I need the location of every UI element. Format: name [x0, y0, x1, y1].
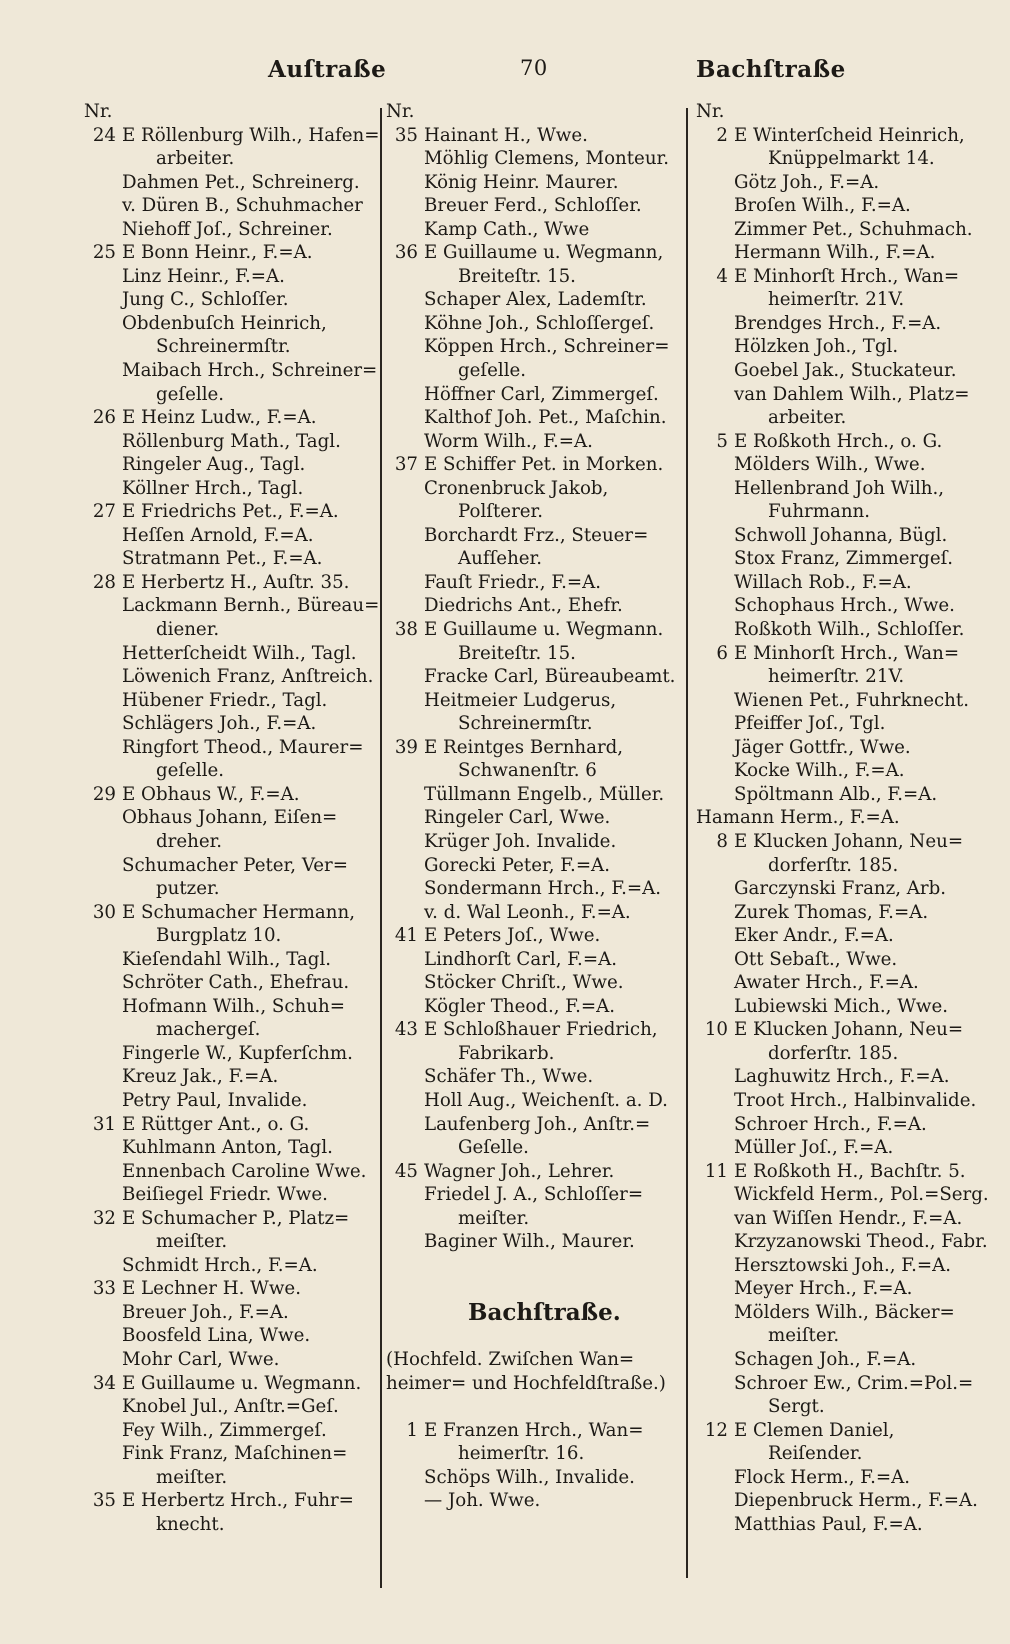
entry-continuation: arbeiter.: [768, 407, 847, 429]
entry-text: E Lechner H. Wwe.: [122, 1278, 301, 1300]
entry-line: Hellenbrand Joh Wilh.,: [734, 477, 945, 499]
house-number: 1: [406, 1419, 418, 1441]
house-number: 39: [394, 736, 418, 758]
entry-continuation: knecht.: [156, 1513, 225, 1535]
entry-line: Boosfeld Lina, Wwe.: [122, 1325, 311, 1347]
entry-line: Wickfeld Herm., Pol.=Serg.: [734, 1184, 989, 1206]
entry-line: Hofmann Wilh., Schuh=: [122, 995, 345, 1017]
entry-line: Mölders Wilh., Bäcker=: [734, 1301, 955, 1323]
entry-line: Fey Wilh., Zimmergeſ.: [122, 1419, 327, 1441]
house-number: 25: [92, 242, 116, 264]
entry-continuation: dorferſtr. 185.: [768, 854, 899, 876]
entry-line: Ennenbach Caroline Wwe.: [122, 1160, 367, 1182]
house-number: 35: [394, 124, 418, 146]
house-number: 35: [92, 1490, 116, 1512]
spacer: [386, 1324, 676, 1348]
entry-text: E Rüttger Ant., o. G.: [122, 1113, 310, 1135]
house-number: 12: [704, 1419, 728, 1441]
entry-line: Nr.: [386, 101, 415, 122]
entry-line: Schumacher Peter, Ver=: [122, 854, 348, 876]
entry-line: Hölzken Joh., Tgl.: [734, 336, 899, 358]
entry-text: E Röllenburg Wilh., Hafen=: [122, 124, 380, 146]
entry-continuation: Fuhrmann.: [768, 501, 871, 523]
entry-line: heimer= und Hochfeldſtraße.): [386, 1372, 666, 1394]
entry-line: Schäfer Th., Wwe.: [424, 1066, 594, 1088]
entry-text: E Clemen Daniel,: [734, 1419, 895, 1441]
entry-text: E Schiffer Pet. in Morken.: [424, 454, 664, 476]
entry-numbered: [696, 642, 986, 666]
entry-line: Schroer Ew., Crim.=Pol.=: [734, 1372, 974, 1394]
entry-continuation: Fabrikarb.: [458, 1042, 555, 1064]
entry-numbered: [84, 1277, 374, 1301]
entry-line: Flock Herm., F.=A.: [734, 1466, 911, 1488]
entry-line: Schwoll Johanna, Bügl.: [734, 524, 948, 546]
entry-line: Holl Aug., Weichenſt. a. D.: [424, 1089, 668, 1111]
entry-numbered: [386, 453, 676, 477]
entry-line: Goebel Jak., Stuckateur.: [734, 360, 957, 382]
entry-line: Fauſt Friedr., F.=A.: [424, 571, 602, 593]
entry-line: Nr.: [84, 101, 113, 122]
entry-continuation: heimerſtr. 21V.: [768, 666, 905, 688]
entry-line: Hetterſcheidt Wilh., Tagl.: [122, 642, 357, 664]
entry-continuation: Schwanenſtr. 6: [458, 760, 597, 782]
house-number: 29: [92, 783, 116, 805]
entry-line: Schaper Alex, Lademſtr.: [424, 289, 647, 311]
entry-numbered: [84, 1113, 374, 1137]
entry-text: E Herbertz Hrch., Fuhr=: [122, 1490, 354, 1512]
entry-text: E Herbertz H., Auſtr. 35.: [122, 571, 350, 593]
entry-continuation: dorferſtr. 185.: [768, 1042, 899, 1064]
entry-continuation: geſelle.: [458, 360, 527, 382]
entry-line: Brendges Hrch., F.=A.: [734, 312, 942, 334]
entry-text: E Schumacher P., Platz=: [122, 1207, 350, 1229]
entry-line: Diepenbruck Herm., F.=A.: [734, 1490, 978, 1512]
entry-line: Fracke Carl, Büreaubeamt.: [424, 666, 676, 688]
entry-line: Schöps Wilh., Invalide.: [424, 1466, 635, 1488]
entry-text: E Guillaume u. Wegmann,: [424, 242, 664, 264]
entry-line: Roßkoth Wilh., Schloſſer.: [734, 619, 965, 641]
house-number: 2: [716, 124, 728, 146]
entry-line: Stöcker Chriſt., Wwe.: [424, 972, 624, 994]
entry-line: Ringfort Theod., Maurer=: [122, 736, 364, 758]
entry-numbered: [696, 1160, 986, 1184]
entry-numbered: [386, 124, 676, 148]
entry-line: Kuhlmann Anton, Tagl.: [122, 1137, 333, 1159]
entry-numbered: [696, 1419, 986, 1443]
entry-continuation: machergeſ.: [156, 1019, 261, 1041]
entry-line: Schmidt Hrch., F.=A.: [122, 1254, 318, 1276]
entry-line: Schlägers Joh., F.=A.: [122, 713, 317, 735]
entry-text: E Winterſcheid Heinrich,: [734, 124, 965, 146]
entry-line: van Wiſſen Hendr., F.=A.: [734, 1207, 963, 1229]
entry-line: Tüllmann Engelb., Müller.: [424, 783, 665, 805]
entry-line: Garczynski Franz, Arb.: [734, 878, 947, 900]
entry-line: Köllner Hrch., Tagl.: [122, 477, 304, 499]
entry-numbered: [696, 430, 986, 454]
house-number: 24: [92, 124, 116, 146]
entry-line: Nr.: [696, 101, 725, 122]
entry-line: Jung C., Schloſſer.: [122, 289, 289, 311]
entry-continuation: meiſter.: [458, 1207, 530, 1229]
entry-line: Lubiewski Mich., Wwe.: [734, 995, 949, 1017]
entry-line: Troot Hrch., Halbinvalide.: [734, 1089, 977, 1111]
house-number: 6: [716, 642, 728, 664]
house-number: 36: [394, 242, 418, 264]
entry-continuation: Sergt.: [768, 1396, 825, 1418]
house-number: 27: [92, 501, 116, 523]
entry-numbered: [386, 924, 676, 948]
entry-line: Lackmann Bernh., Büreau=: [122, 595, 380, 617]
entry-text: E Roßkoth H., Bachſtr. 5.: [734, 1160, 966, 1182]
house-number: 10: [704, 1019, 728, 1041]
entry-line: Laufenberg Joh., Anſtr.=: [424, 1113, 651, 1135]
entry-line: Schröter Cath., Ehefrau.: [122, 972, 350, 994]
entry-line: Spöltmann Alb., F.=A.: [734, 783, 938, 805]
entry-numbered: [84, 241, 374, 265]
entry-line: Eker Andr., F.=A.: [734, 925, 894, 947]
entry-line: Broſen Wilh., F.=A.: [734, 195, 911, 217]
entry-numbered: [84, 783, 374, 807]
entry-numbered: [84, 901, 374, 925]
column-divider-1: [380, 108, 382, 1588]
entry-numbered: [84, 1489, 374, 1513]
entry-continuation: Knüppelmarkt 14.: [768, 148, 935, 170]
entry-line: Awater Hrch., F.=A.: [734, 972, 919, 994]
entry-line: Schroer Hrch., F.=A.: [734, 1113, 927, 1135]
entry-numbered: [84, 124, 380, 148]
entry-numbered: [84, 1207, 374, 1231]
entry-numbered: [386, 618, 676, 642]
house-number: 33: [92, 1278, 116, 1300]
house-number: 43: [394, 1019, 418, 1041]
entry-continuation: dreher.: [156, 830, 223, 852]
entry-text: Wagner Joh., Lehrer.: [424, 1160, 615, 1182]
entry-text: E Heinz Ludw., F.=A.: [122, 407, 317, 429]
entry-text: E Franzen Hrch., Wan=: [424, 1419, 644, 1441]
entry-line: Ringeler Aug., Tagl.: [122, 454, 306, 476]
entry-numbered: [84, 406, 374, 430]
entry-text: E Guillaume u. Wegmann.: [122, 1372, 362, 1394]
entry-numbered: [696, 265, 986, 289]
entry-numbered: [696, 124, 986, 148]
entry-line: Köhne Joh., Schloſſergeſ.: [424, 312, 655, 334]
entry-line: Cronenbruck Jakob,: [424, 477, 609, 499]
header-street-right: Bachſtraße: [696, 56, 846, 83]
entry-continuation: Breiteſtr. 15.: [458, 642, 576, 664]
house-number: 4: [716, 265, 728, 287]
entry-line: Ringeler Carl, Wwe.: [424, 807, 611, 829]
entry-continuation: Schreinermſtr.: [156, 336, 291, 358]
entry-line: Hermann Wilh., F.=A.: [734, 242, 936, 264]
entry-line: Obhaus Johann, Eiſen=: [122, 807, 338, 829]
entry-text: E Klucken Johann, Neu=: [734, 1019, 964, 1041]
entry-continuation: Geſelle.: [458, 1137, 529, 1159]
entry-line: Petry Paul, Invalide.: [122, 1089, 308, 1111]
entry-line: Heitmeier Ludgerus,: [424, 689, 617, 711]
entry-line: Kreuz Jak., F.=A.: [122, 1066, 279, 1088]
entry-line: Stox Franz, Zimmergeſ.: [734, 548, 954, 570]
entry-continuation: heimerſtr. 21V.: [768, 289, 905, 311]
entry-line: Kalthof Joh. Pet., Maſchin.: [424, 407, 667, 429]
entry-line: Zimmer Pet., Schuhmach.: [734, 218, 973, 240]
entry-line: Dahmen Pet., Schreinerg.: [122, 171, 360, 193]
entry-line: Laghuwitz Hrch., F.=A.: [734, 1066, 950, 1088]
entry-line: Meyer Hrch., F.=A.: [734, 1278, 913, 1300]
entry-line: Kamp Cath., Wwe: [424, 218, 590, 240]
entry-line: Willach Rob., F.=A.: [734, 571, 912, 593]
house-number: 32: [92, 1207, 116, 1229]
entry-line: Löwenich Franz, Anſtreich.: [122, 666, 374, 688]
entry-line: Gorecki Peter, F.=A.: [424, 854, 610, 876]
entry-line: Mölders Wilh., Wwe.: [734, 454, 926, 476]
entry-continuation: Aufſeher.: [458, 548, 543, 570]
entry-line: — Joh. Wwe.: [424, 1490, 541, 1512]
entry-line: Pfeiffer Joſ., Tgl.: [734, 713, 886, 735]
entry-line: Maibach Hrch., Schreiner=: [122, 360, 378, 382]
house-number: 31: [92, 1113, 116, 1135]
entry-line: Hübener Friedr., Tagl.: [122, 689, 328, 711]
entry-line: Möhlig Clemens, Monteur.: [424, 148, 670, 170]
entry-line: v. d. Wal Leonh., F.=A.: [424, 901, 631, 923]
entry-line: v. Düren B., Schuhmacher: [122, 195, 363, 217]
entry-line: Sondermann Hrch., F.=A.: [424, 878, 662, 900]
entry-line: Krzyzanowski Theod., Fabr.: [734, 1231, 988, 1253]
column-2: [386, 100, 676, 1513]
entry-continuation: Breiteſtr. 15.: [458, 265, 576, 287]
entry-text: E Schloßhauer Friedrich,: [424, 1019, 658, 1041]
page-number: 70: [520, 56, 548, 80]
entry-numbered: [386, 1018, 676, 1042]
entry-continuation: arbeiter.: [156, 148, 235, 170]
house-number: 37: [394, 454, 418, 476]
entry-line: Köppen Hrch., Schreiner=: [424, 336, 670, 358]
house-number: 30: [92, 901, 116, 923]
column-3: [696, 100, 989, 1536]
entry-continuation: Burgplatz 10.: [156, 925, 282, 947]
entry-line: Borchardt Frz., Steuer=: [424, 524, 649, 546]
house-number: 11: [704, 1160, 728, 1182]
entry-line: Mohr Carl, Wwe.: [122, 1348, 280, 1370]
entry-numbered: [84, 1372, 374, 1396]
entry-line: Hamann Herm., F.=A.: [696, 807, 900, 829]
entry-continuation: diener.: [156, 619, 220, 641]
entry-text: E Reintges Bernhard,: [424, 736, 624, 758]
house-number: 8: [716, 830, 728, 852]
entry-line: Diedrichs Ant., Ehefr.: [424, 595, 623, 617]
entry-line: Lindhorſt Carl, F.=A.: [424, 948, 617, 970]
entry-line: Breuer Joh., F.=A.: [122, 1301, 289, 1323]
house-number: 26: [92, 407, 116, 429]
entry-line: König Heinr. Maurer.: [424, 171, 619, 193]
entry-text: E Minhorſt Hrch., Wan=: [734, 265, 960, 287]
house-number: 38: [394, 619, 418, 641]
header-street-left: Auſtraße: [268, 56, 387, 83]
column-divider-2: [686, 108, 688, 1578]
entry-line: Schophaus Hrch., Wwe.: [734, 595, 955, 617]
entry-text: E Obhaus W., F.=A.: [122, 783, 300, 805]
spacer: [386, 1254, 676, 1278]
entry-line: van Dahlem Wilh., Platz=: [734, 383, 970, 405]
entry-line: Fingerle W., Kupferſchm.: [122, 1042, 353, 1064]
entry-text: E Friedrichs Pet., F.=A.: [122, 501, 339, 523]
entry-line: Krüger Joh. Invalide.: [424, 830, 617, 852]
entry-line: Müller Joſ., F.=A.: [734, 1137, 894, 1159]
entry-continuation: Reiſender.: [768, 1443, 863, 1465]
entry-numbered: [386, 241, 676, 265]
entry-line: Hersztowski Joh., F.=A.: [734, 1254, 952, 1276]
entry-line: Linz Heinr., F.=A.: [122, 265, 285, 287]
entry-text: Hainant H., Wwe.: [424, 124, 588, 146]
entry-line: Stratmann Pet., F.=A.: [122, 548, 323, 570]
entry-text: E Schumacher Hermann,: [122, 901, 355, 923]
entry-continuation: meiſter.: [156, 1231, 228, 1253]
entry-text: E Minhorſt Hrch., Wan=: [734, 642, 960, 664]
entry-continuation: geſelle.: [156, 383, 225, 405]
house-number: 5: [716, 430, 728, 452]
entry-numbered: [84, 571, 374, 595]
entry-line: Knobel Jul., Anſtr.=Geſ.: [122, 1396, 339, 1418]
entry-numbered: [84, 500, 374, 524]
house-number: 45: [394, 1160, 418, 1182]
entry-line: Matthias Paul, F.=A.: [734, 1513, 923, 1535]
entry-line: Jäger Gottfr., Wwe.: [734, 736, 911, 758]
entry-line: Wienen Pet., Fuhrknecht.: [734, 689, 969, 711]
entry-continuation: geſelle.: [156, 760, 225, 782]
entry-line: Obdenbuſch Heinrich,: [122, 312, 327, 334]
house-number: 28: [92, 571, 116, 593]
entry-continuation: meiſter.: [156, 1466, 228, 1488]
entry-line: Beiſiegel Friedr. Wwe.: [122, 1184, 328, 1206]
entry-continuation: heimerſtr. 16.: [458, 1443, 585, 1465]
entry-continuation: putzer.: [156, 878, 220, 900]
house-number: 34: [92, 1372, 116, 1394]
entry-line: Zurek Thomas, F.=A.: [734, 901, 929, 923]
section-heading: Bachſtraße.: [468, 1298, 621, 1326]
entry-line: Worm Wilh., F.=A.: [424, 430, 593, 452]
entry-text: E Peters Joſ., Wwe.: [424, 925, 601, 947]
entry-line: Kieſendahl Wilh., Tagl.: [122, 948, 332, 970]
entry-line: Niehoff Joſ., Schreiner.: [122, 218, 333, 240]
entry-continuation: meiſter.: [768, 1325, 840, 1347]
spacer: [386, 1277, 676, 1301]
entry-line: (Hochfeld. Zwiſchen Wan=: [386, 1348, 635, 1370]
entry-numbered: [386, 1160, 676, 1184]
entry-numbered: [386, 736, 676, 760]
entry-line: Kocke Wilh., F.=A.: [734, 760, 905, 782]
entry-line: Röllenburg Math., Tagl.: [122, 430, 341, 452]
entry-line: Kögler Theod., F.=A.: [424, 995, 616, 1017]
entry-numbered: [696, 830, 986, 854]
entry-line: Ott Sebaſt., Wwe.: [734, 948, 898, 970]
entry-line: Baginer Wilh., Maurer.: [424, 1231, 635, 1253]
entry-text: E Klucken Johann, Neu=: [734, 830, 964, 852]
entry-text: E Guillaume u. Wegmann.: [424, 619, 664, 641]
entry-line: Schagen Joh., F.=A.: [734, 1348, 917, 1370]
entry-continuation: Polſterer.: [458, 501, 544, 523]
column-1: [84, 100, 380, 1536]
entry-continuation: Schreinermſtr.: [458, 713, 593, 735]
house-number: 41: [394, 925, 418, 947]
entry-line: Heſſen Arnold, F.=A.: [122, 524, 314, 546]
entry-line: Breuer Ferd., Schloſſer.: [424, 195, 642, 217]
spacer: [386, 1395, 676, 1419]
entry-numbered: [696, 1018, 986, 1042]
entry-numbered: [386, 1419, 676, 1443]
entry-text: E Bonn Heinr., F.=A.: [122, 242, 313, 264]
entry-text: E Roßkoth Hrch., o. G.: [734, 430, 943, 452]
entry-line: Götz Joh., F.=A.: [734, 171, 880, 193]
entry-line: Höffner Carl, Zimmergeſ.: [424, 383, 659, 405]
entry-line: Friedel J. A., Schloſſer=: [424, 1184, 644, 1206]
entry-line: Fink Franz, Maſchinen=: [122, 1443, 348, 1465]
